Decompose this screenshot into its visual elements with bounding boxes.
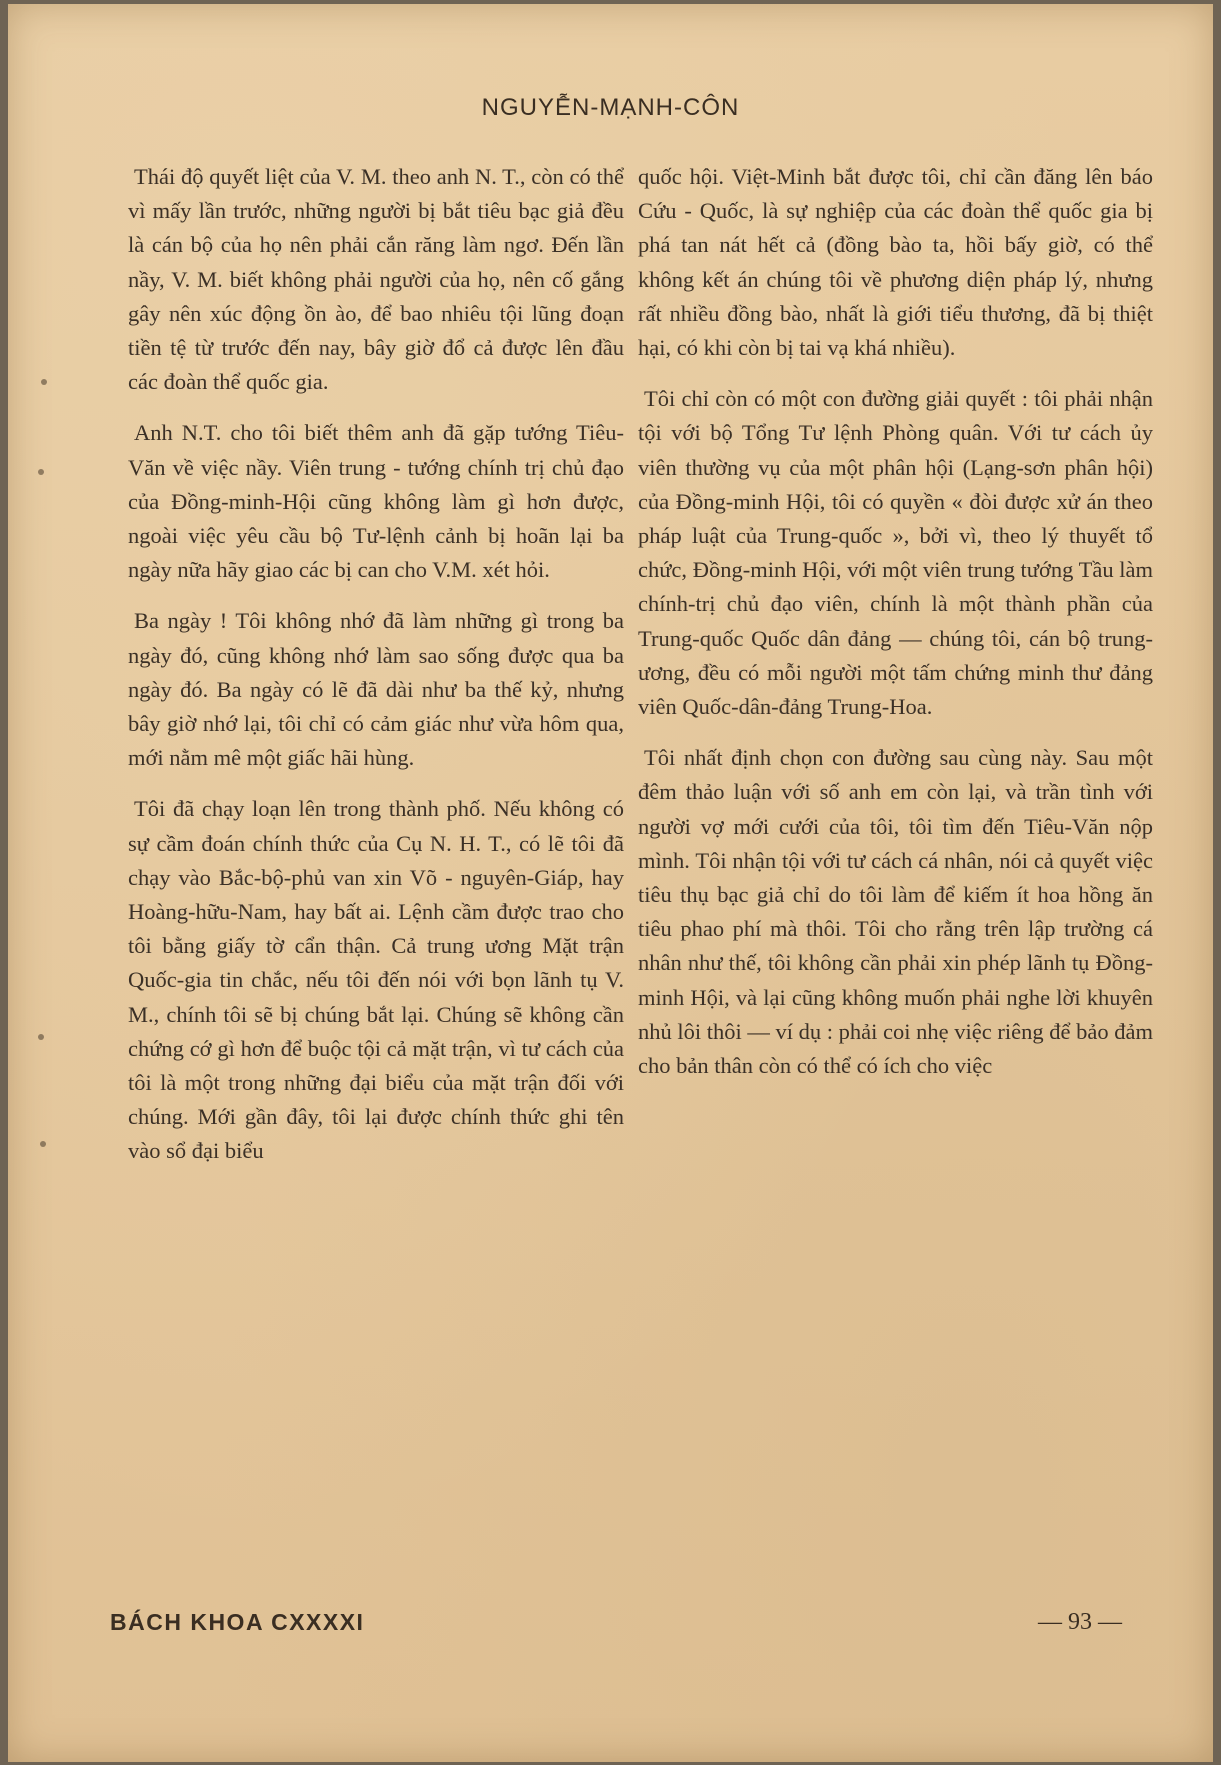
left-column	[128, 160, 624, 1186]
margin-speck	[41, 379, 47, 385]
paragraph: Tôi đã chạy loạn lên trong thành phố. Nếu không có sự cầm đoán chính thức của Cụ N. H. T., có lẽ tôi đã chạy vào Bắc-bộ-phủ van xin Võ - nguyên-Giáp, hay Hoàng-hữu-Nam, hay bất ai. Lệnh cầm được trao cho tôi bằng giấy tờ cẩn thận. Cả trung ương Mặt trận Quốc-gia tin chắc, nếu tôi đến nói với bọn lãnh tụ V. M., chính tôi sẽ bị chúng bắt lại. Chúng sẽ không cần chứng cớ gì hơn để buộc tội cả mặt trận, vì tư cách của tôi là một trong những đại biểu của mặt trận đối với chúng. Mới gần đây, tôi lại được chính thức ghi tên vào sổ đại biểu	[128, 796, 624, 1164]
paragraph: Thái độ quyết liệt của V. M. theo anh N. T., còn có thể vì mấy lần trước, những người bị bắt tiêu bạc giả đều là cán bộ của họ nên phải cắn răng làm ngơ. Đến lần nầy, V. M. biết không phải người của họ, nên cố gắng gây nên xúc động ồn ào, để bao nhiêu tội lũng đoạn tiền tệ từ trước đến nay, bây giờ đổ cả được lên đầu các đoàn thể quốc gia.	[128, 164, 624, 395]
paragraph: quốc hội. Việt-Minh bắt được tôi, chỉ cần đăng lên báo Cứu - Quốc, là sự nghiệp của các đoàn thể quốc gia bị phá tan nát hết cả (đồng bào ta, hồi bấy giờ, có thể không kết án chúng tôi về phương diện pháp lý, nhưng rất nhiều đồng bào, nhất là giới tiểu thương, đã bị thiệt hại, có khi còn bị tai vạ khá nhiều).	[638, 164, 1153, 361]
running-header: NGUYỄN-MẠNH-CÔN	[481, 94, 740, 121]
paragraph: Tôi chỉ còn có một con đường giải quyết : tôi phải nhận tội với bộ Tổng Tư lệnh Phòng quân. Với tư cách ủy viên thường vụ của một phân hội (Lạng-sơn phân hội) của Đồng-minh Hội, tôi có quyền « đòi được xử án theo pháp luật của Trung-quốc », bởi vì, theo lý thuyết tổ chức, Đồng-minh Hội, với một viên trung tướng Tầu làm chính-trị chủ đạo viên, chính là một thành phần của Trung-quốc Quốc dân đảng — chúng tôi, cán bộ trung-ương, đều có mỗi người một tấm chứng minh thư đảng viên Quốc-dân-đảng Trung-Hoa.	[638, 386, 1153, 720]
paragraph: Anh N.T. cho tôi biết thêm anh đã gặp tướng Tiêu-Văn về việc nầy. Viên trung - tướng chính trị chủ đạo của Đồng-minh-Hội cũng không làm gì hơn được, ngoài việc yêu cầu bộ Tư-lệnh cảnh bị hoãn lại ba ngày nữa hãy giao các bị can cho V.M. xét hỏi.	[128, 420, 624, 583]
page-sheet	[8, 4, 1213, 1762]
margin-speck	[40, 1141, 46, 1147]
paragraph: Ba ngày ! Tôi không nhớ đã làm những gì trong ba ngày đó, cũng không nhớ làm sao sống được qua ba ngày đó. Ba ngày có lẽ đã dài như ba thế kỷ, nhưng bây giờ nhớ lại, tôi chỉ có cảm giác như vừa hôm qua, mới nằm mê một giấc hãi hùng.	[128, 608, 624, 771]
margin-speck	[38, 469, 44, 475]
publication-name: BÁCH KHOA CXXXXI	[110, 1609, 365, 1635]
margin-speck	[38, 1034, 44, 1040]
page-number: — 93 —	[1038, 1609, 1122, 1635]
right-column	[638, 160, 1153, 1100]
paragraph: Tôi nhất định chọn con đường sau cùng này. Sau một đêm thảo luận với số anh em còn lại, và trần tình với người vợ mới cưới của tôi, tôi tìm đến Tiêu-Văn nộp mình. Tôi nhận tội với tư cách cá nhân, nói cả quyết việc tiêu thụ bạc giả chỉ do tôi làm để kiếm ít hoa hồng ăn tiêu phao phí mà thôi. Tôi cho rằng trên lập trường cá nhân như thế, tôi không cần phải xin phép lãnh tụ Đồng-minh Hội, và lại cũng không muốn phải nghe lời khuyên nhủ lôi thôi — ví dụ : phải coi nhẹ việc riêng để bảo đảm cho bản thân còn có thể có ích cho việc	[638, 745, 1153, 1079]
